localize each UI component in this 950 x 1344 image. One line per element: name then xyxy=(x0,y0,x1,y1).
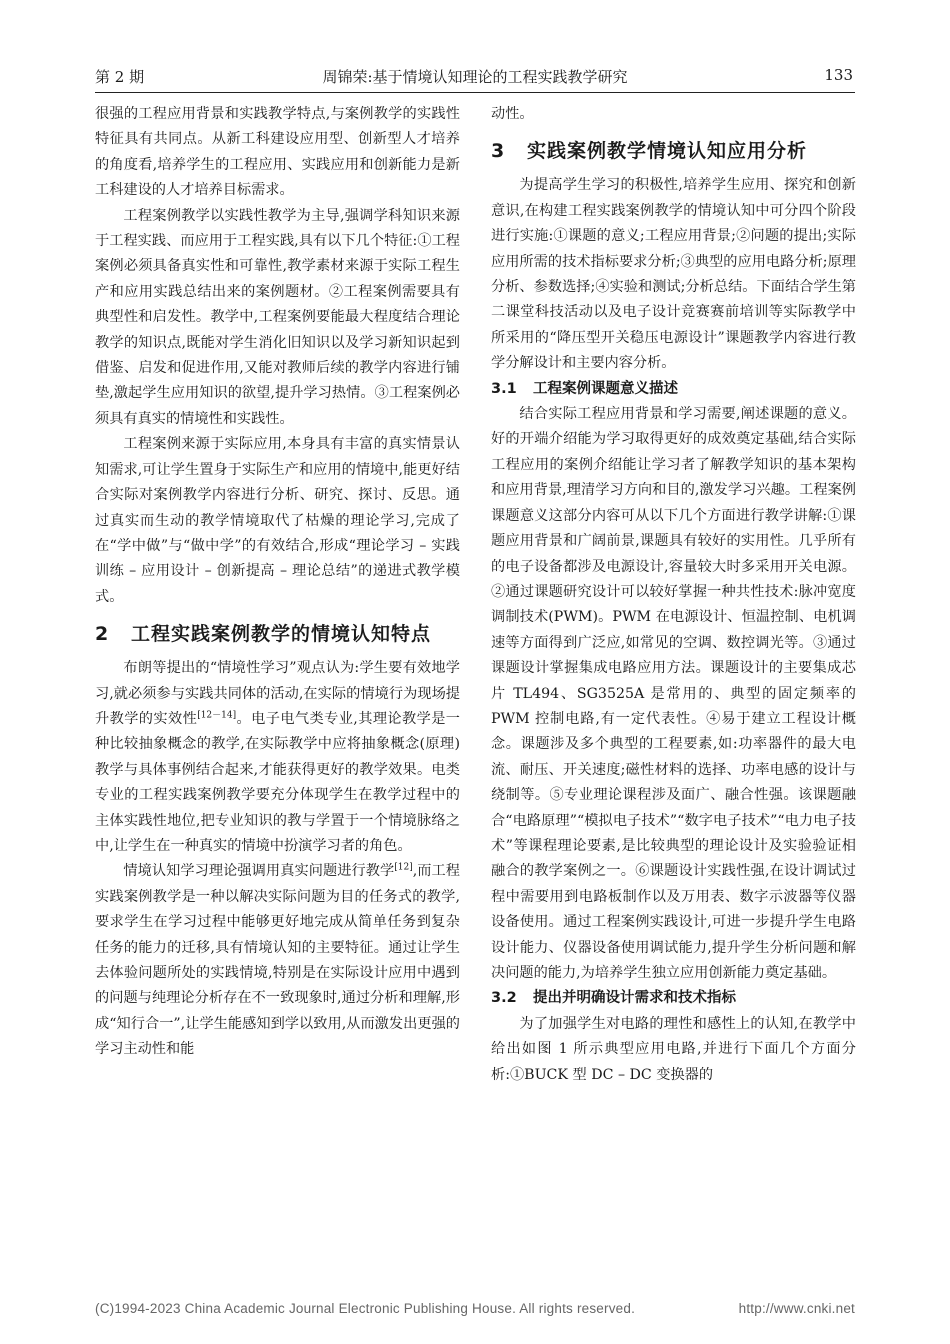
copyright-footer xyxy=(95,1301,855,1323)
paragraph: 为了加强学生对电路的理性和感性上的认知,在教学中给出如图 1 所示典型应用电路,并进行下面几个方面分析:①BUCK 型 DC – DC 变换器的 xyxy=(491,1015,856,1083)
section-title: 工程实践案例教学的情境认知特点 xyxy=(131,623,432,646)
issue-label: 第 2 期 xyxy=(95,68,145,86)
paragraph: 工程案例教学以实践性教学为主导,强调学科知识来源于工程实践、而应用于工程实践,具有以下几个特征:①工程案例必须具备真实性和可靠性,教学素材来源于实际工程生产和应用实践总结出来的案例题材。②工程案例需要具有典型性和启发性。教学中,工程案例要能最大程度结合理论教学的知识点,既能对学生消化旧知识以及学习新知识起到借鉴、启发和促进作用,又能对教师后续的教学内容进行铺垫,激起学生应用知识的欲望,提升学习热情。③工程案例必须具有真实的情境性和实践性。 xyxy=(95,207,460,427)
header-rule xyxy=(95,92,855,93)
section-heading xyxy=(95,620,460,648)
text-run: 。电子电气类专业,其理论教学是一种比较抽象概念的教学,在实际教学中应将抽象概念(原理)教学与具体事例结合起来,才能获得更好的教学效果。电类专业的工程实践案例教学要充分体现学生在教学过程中的主体实践性地位,把专业知识的教与学置于一个情境脉络之中,让学生在一种真实的情境中扮演学习者的角色。 xyxy=(95,710,460,854)
right-column xyxy=(491,102,856,1088)
section-title: 实践案例教学情境认知应用分析 xyxy=(527,140,808,163)
subsection-title: 提出并明确设计需求和技术指标 xyxy=(533,990,736,1007)
paragraph: 为提高学生学习的积极性,培养学生应用、探究和创新意识,在构建工程实践案例教学的情境认知中可分四个阶段进行实施:①课题的意义;工程应用背景;②问题的提出;实际应用所需的技术指标要求分析;③典型的应用电路分析;原理分析、参数选择;④实验和测试;分析总结。下面结合学生第二课堂科技活动以及电子设计竞赛赛前培训等实际教学中所采用的“降压型开关稳压电源设计”课题教学内容进行教学分解设计和主要内容分析。 xyxy=(491,177,856,372)
subsection-heading xyxy=(491,377,856,402)
citation-ref: [12－14] xyxy=(197,710,237,721)
subsection-number: 3.2 xyxy=(491,990,517,1007)
subsection-heading xyxy=(491,986,856,1011)
subsection-title: 工程案例课题意义描述 xyxy=(533,380,678,397)
running-header xyxy=(95,64,855,90)
text-run: 情境认知学习理论强调用真实问题进行教学 xyxy=(123,863,395,880)
footer-url[interactable]: http://www.cnki.net xyxy=(738,1301,855,1316)
subsection-number: 3.1 xyxy=(491,380,517,397)
paragraph: 很强的工程应用背景和实践教学特点,与案例教学的实践性特征具有共同点。从新工科建设应用型、创新型人才培养的角度看,培养学生的工程应用、实践应用和创新能力是新工科建设的人才培养目标需求。 xyxy=(95,106,460,199)
paragraph: 动性。 xyxy=(491,106,534,122)
left-column xyxy=(95,102,460,1063)
text-run: ,而工程实践案例教学是一种以解决实际问题为目的任务式的教学,要求学生在学习过程中能够更好地完成从简单任务到复杂任务的能力的迁移,具有情境认知的主要特征。通过让学生去体验问题所处的实践情境,特别是在实际设计应用中遇到的问题与纯理论分析存在不一致现象时,通过分析和理解,形成“知行合一”,让学生能感知到学以致用,从而激发出更强的学习主动性和能 xyxy=(95,863,460,1058)
section-number: 2 xyxy=(95,623,110,646)
copyright-text: (C)1994-2023 China Academic Journal Electronic Publishing House. All rights reserved. xyxy=(95,1301,636,1316)
paragraph xyxy=(95,859,460,1062)
paragraph: 结合实际工程应用背景和学习需要,阐述课题的意义。好的开端介绍能为学习取得更好的成效奠定基础,结合实际工程应用的案例介绍能让学习者了解教学知识的基本架构和应用背景,理清学习方向和目的,激发学习兴趣。工程案例课题意义这部分内容可从以下几个方面进行教学讲解:①课题应用背景和广阔前景,课题具有较好的实用性。几乎所有的电子设备都涉及电源设计,容量较大时多采用开关电源。②通过课题研究设计可以较好掌握一种共性技术:脉冲宽度调制技术(PWM)。PWM 在电源设计、恒温控制、电机调速等方面得到广泛应,如常见的空调、数控调光等。③通过课题设计掌握集成电路应用方法。课题设计的主要集成芯片 TL494、SG3525A 是常用的、典型的固定频率的 PWM 控制电路,有一定代表性。④易于建立工程设计概念。课题涉及多个典型的工程要素,如:功率器件的最大电流、耐压、开关速度;磁性材料的选择、功率电感的设计与绕制等。⑤专业理论课程涉及面广、融合性强。该课题融合“电路原理”“模拟电子技术”“数字电子技术”“电力电子技术”等课程理论要素,是比较典型的理论设计及实验验证相融合的教学案例之一。⑥课题设计实践性强,在设计调试过程中需要用到电路板制作以及万用表、数字示波器等仪器设备使用。通过工程案例实践设计,可进一步提升学生电路设计能力、仪器设备使用调试能力,提升学生分析问题和解决问题的能力,为培养学生独立应用创新能力奠定基础。 xyxy=(491,406,856,981)
section-heading xyxy=(491,137,856,165)
paragraph: 工程案例来源于实际应用,本身具有丰富的真实情景认知需求,可让学生置身于实际生产和应用的情境中,能更好结合实际对案例教学内容进行分析、研究、探讨、反思。通过真实而生动的教学情境取代了枯燥的理论学习,完成了在“学中做”与“做中学”的有效结合,形成“理论学习 – 实践训练 – 应用设计 – 创新提高 – 理论总结”的递进式教学模式。 xyxy=(95,436,460,605)
running-title: 周锦荣:基于情境认知理论的工程实践教学研究 xyxy=(322,68,628,86)
page-number: 133 xyxy=(824,66,853,84)
section-number: 3 xyxy=(491,140,506,163)
paragraph xyxy=(95,656,460,859)
text-run: 布朗等提出的“情境性学习”观点认为:学生要有效地学习,就必须参与实践共同体的活动,在实际的情境行为现场提升教学的实效性 xyxy=(95,660,460,727)
citation-ref: [12] xyxy=(394,862,413,873)
